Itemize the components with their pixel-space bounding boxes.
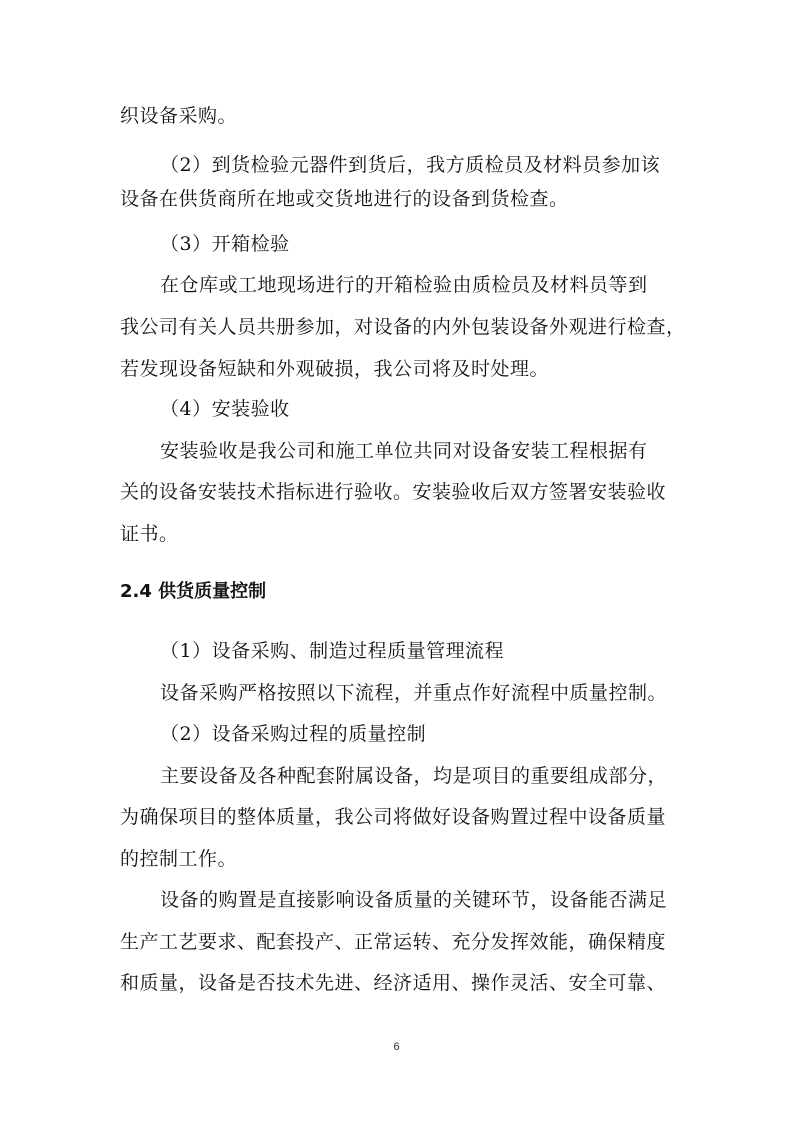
paragraph-line: 安装验收是我公司和施工单位共同对设备安装工程根据有 (160, 440, 648, 462)
paragraph-line: 设备的购置是直接影响设备质量的关键环节，设备能否满足 (160, 889, 668, 911)
paragraph-line: 和质量，设备是否技术先进、经济适用、操作灵活、安全可靠、 (120, 972, 667, 994)
paragraph-line: 我公司有关人员共册参加，对设备的内外包装设备外观进行检查， (120, 316, 686, 338)
paragraph-line: 若发现设备短缺和外观破损，我公司将及时处理。 (120, 358, 550, 380)
paragraph-line: 证书。 (120, 523, 179, 545)
paragraph-line: 设备采购严格按照以下流程，并重点作好流程中质量控制。 (160, 682, 668, 704)
list-item-line: （2）设备采购过程的质量控制 (160, 723, 427, 745)
paragraph-line: 在仓库或工地现场进行的开箱检验由质检员及材料员等到 (160, 274, 648, 296)
section-heading: 2.4 供货质量控制 (120, 581, 267, 602)
list-item-line: （1）设备采购、制造过程质量管理流程 (160, 640, 505, 662)
list-item-line: （3）开箱检验 (160, 233, 290, 255)
paragraph-line: 主要设备及各种配套附属设备，均是项目的重要组成部分， (160, 765, 668, 787)
paragraph-line: 关的设备安装技术指标进行验收。安装验收后双方签署安装验收 (120, 481, 667, 503)
paragraph-line: 织设备采购。 (120, 105, 238, 127)
page-number: 6 (393, 1041, 400, 1053)
paragraph-line: 设备在供货商所在地或交货地进行的设备到货检查。 (120, 188, 569, 210)
list-item-line: （4）安装验收 (160, 398, 290, 420)
paragraph-line: 为确保项目的整体质量，我公司将做好设备购置过程中设备质量 (120, 806, 667, 828)
paragraph-line: 的控制工作。 (120, 848, 238, 870)
paragraph-line: 生产工艺要求、配套投产、正常运转、充分发挥效能，确保精度 (120, 931, 667, 953)
list-item-line: （2）到货检验元器件到货后，我方质检员及材料员参加该 (160, 154, 661, 176)
